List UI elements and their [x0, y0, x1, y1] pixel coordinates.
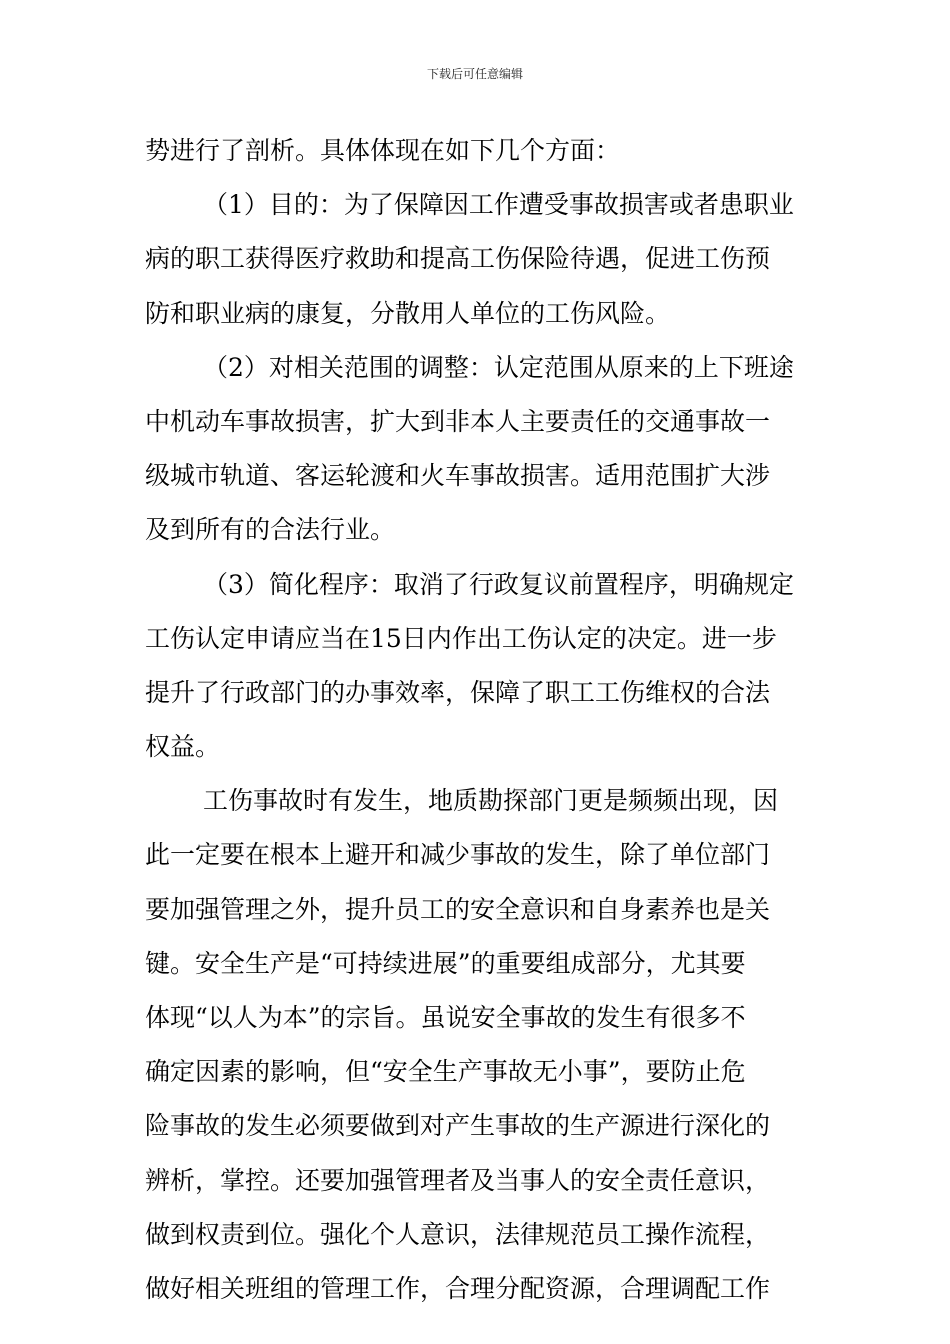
text-line: 提升了行政部门的办事效率，保障了职工工伤维权的合法: [145, 677, 771, 707]
text-line: 辨析，掌控。还要加强管理者及当事人的安全责任意识，: [145, 1165, 771, 1195]
text-line: 做到权责到位。强化个人意识，法律规范员工操作流程，: [145, 1219, 771, 1249]
text-line: 此一定要在根本上避开和减少事故的发生，除了单位部门: [145, 840, 771, 870]
paragraph-first-line: 工伤事故时有发生，地质勘探部门更是频频出现，因: [203, 786, 779, 816]
page-header-note: 下载后可任意编辑: [426, 67, 523, 81]
text-line: 确定因素的影响，但“安全生产事故无小事”，要防止危: [145, 1057, 746, 1087]
paragraph-first-line: （1）目的：为了保障因工作遭受事故损害或者患职业: [203, 190, 794, 220]
text-line: 做好相关班组的管理工作，合理分配资源，合理调配工作: [145, 1273, 771, 1303]
text-line: 权益。: [145, 732, 221, 762]
paragraph-first-line: （3）简化程序：取消了行政复议前置程序，明确规定: [203, 569, 794, 599]
text-line: 势进行了剖析。具体体现在如下几个方面：: [145, 136, 621, 165]
text-line: 体现“以人为本”的宗旨。虽说安全事故的发生有很多不: [145, 1003, 746, 1032]
document-body: [145, 124, 805, 1316]
text-line: 键。安全生产是“可持续进展”的重要组成部分，尤其要: [145, 948, 746, 978]
text-line: 及到所有的合法行业。: [145, 515, 396, 545]
text-line: 工伤认定申请应当在15日内作出工伤认定的决定。进一步: [145, 623, 777, 653]
text-line: 中机动车事故损害，扩大到非本人主要责任的交通事故一: [145, 406, 771, 436]
text-line: 病的职工获得医疗救助和提高工伤保险待遇，促进工伤预: [145, 244, 771, 274]
text-line: 级城市轨道、客运轮渡和火车事故损害。适用范围扩大涉: [145, 461, 771, 491]
text-line: 要加强管理之外，提升员工的安全意识和自身素养也是关: [145, 894, 771, 924]
text-line: 防和职业病的康复，分散用人单位的工伤风险。: [145, 298, 671, 328]
paragraph-first-line: （2）对相关范围的调整：认定范围从原来的上下班途: [203, 352, 794, 382]
text-line: 险事故的发生必须要做到对产生事故的生产源进行深化的: [145, 1111, 771, 1141]
